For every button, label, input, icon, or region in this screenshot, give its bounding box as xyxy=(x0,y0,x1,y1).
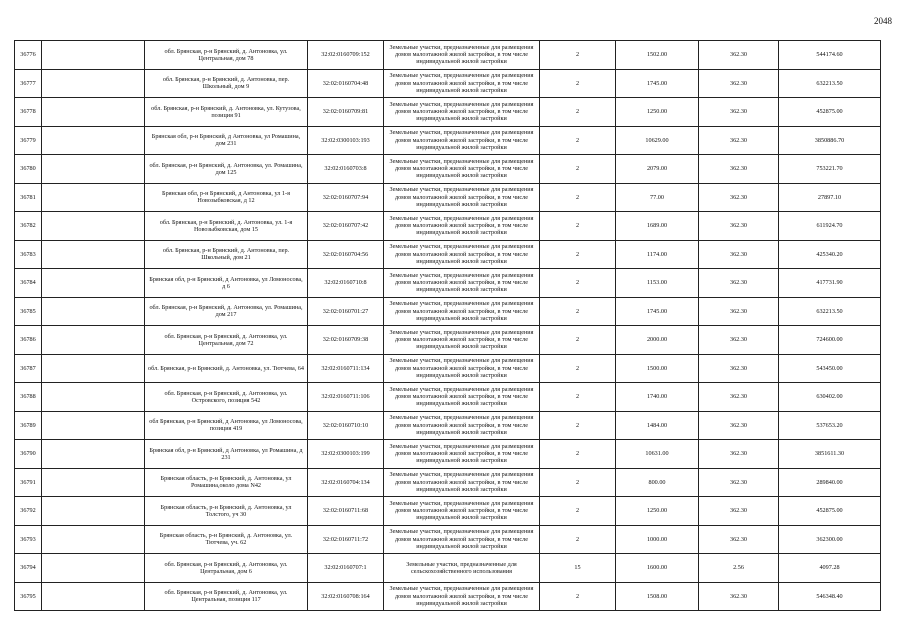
specific-value-cell: 362.30 xyxy=(699,269,779,298)
row-number: 36789 xyxy=(15,411,42,440)
cadastral-number-cell: 32:02:0160707:94 xyxy=(308,183,384,212)
specific-value-cell: 2.56 xyxy=(699,554,779,583)
address-cell: обл. Брянская, р-н Брянский, д. Антоновка, ул. Ромашина, дом 125 xyxy=(145,155,308,184)
area-cell: 1745.00 xyxy=(616,69,699,98)
address-cell: обл. Брянская, р-н Брянский, д. Антоновка, пер. Школьный, дом 9 xyxy=(145,69,308,98)
row-number: 36786 xyxy=(15,326,42,355)
cadastral-value-cell: 27897.10 xyxy=(779,183,881,212)
address-cell: Брянская область, р-н Брянский, д. Антоновка, ул Толстого, уч 30 xyxy=(145,497,308,526)
blank-gap xyxy=(42,582,145,611)
address-cell: обл. Брянская, р-н Брянский, д. Антоновка, ул. Центральная, дом 6 xyxy=(145,554,308,583)
row-number: 36795 xyxy=(15,582,42,611)
cadastral-value-cell: 544174.60 xyxy=(779,41,881,70)
cadastral-value-cell: 630402.00 xyxy=(779,383,881,412)
area-cell: 1689.00 xyxy=(616,212,699,241)
land-use-cell: Земельные участки, предназначенные для размещения домов малоэтажной жилой застройки, в том числе индивидуальной жилой застройки xyxy=(384,155,540,184)
cadastral-value-cell: 4097.28 xyxy=(779,554,881,583)
cadastral-number-cell: 32:02:0160708:164 xyxy=(308,582,384,611)
table-row xyxy=(15,468,881,497)
cadastral-number-cell: 32:02:0160704:134 xyxy=(308,468,384,497)
land-use-cell: Земельные участки, предназначенные для размещения домов малоэтажной жилой застройки, в том числе индивидуальной жилой застройки xyxy=(384,525,540,554)
address-cell: Брянская область, р-н Брянский, д. Антоновка, ул Ромашина,около дома N42 xyxy=(145,468,308,497)
cadastral-value-cell: 3850886.70 xyxy=(779,126,881,155)
cadastral-number-cell: 32:02:0160703:8 xyxy=(308,155,384,184)
group-cell: 2 xyxy=(540,297,616,326)
cadastral-number-cell: 32:02:0160704:48 xyxy=(308,69,384,98)
land-use-cell: Земельные участки, предназначенные для размещения домов малоэтажной жилой застройки, в том числе индивидуальной жилой застройки xyxy=(384,468,540,497)
table-row xyxy=(15,126,881,155)
cadastral-number-cell: 32:02:0160709:152 xyxy=(308,41,384,70)
area-cell: 1250.00 xyxy=(616,497,699,526)
table-row xyxy=(15,326,881,355)
cadastral-value-cell: 546348.40 xyxy=(779,582,881,611)
blank-gap xyxy=(42,326,145,355)
group-cell: 2 xyxy=(540,326,616,355)
land-use-cell: Земельные участки, предназначенные для размещения домов малоэтажной жилой застройки, в том числе индивидуальной жилой застройки xyxy=(384,212,540,241)
specific-value-cell: 362.30 xyxy=(699,383,779,412)
area-cell: 1174.00 xyxy=(616,240,699,269)
address-cell: обл. Брянская, р-н Брянский, д. Антоновка, ул. Центральная, дом 78 xyxy=(145,41,308,70)
blank-gap xyxy=(42,98,145,127)
blank-gap xyxy=(42,183,145,212)
row-number: 36778 xyxy=(15,98,42,127)
table-row xyxy=(15,525,881,554)
area-cell: 1740.00 xyxy=(616,383,699,412)
specific-value-cell: 362.30 xyxy=(699,440,779,469)
row-number: 36783 xyxy=(15,240,42,269)
table-row xyxy=(15,383,881,412)
table-row xyxy=(15,98,881,127)
specific-value-cell: 362.30 xyxy=(699,41,779,70)
cadastral-number-cell: 32:02:0160710:10 xyxy=(308,411,384,440)
cadastral-value-cell: 417731.90 xyxy=(779,269,881,298)
row-number: 36780 xyxy=(15,155,42,184)
specific-value-cell: 362.30 xyxy=(699,240,779,269)
cadastral-number-cell: 32:02:0160704:56 xyxy=(308,240,384,269)
area-cell: 10631.00 xyxy=(616,440,699,469)
group-cell: 2 xyxy=(540,440,616,469)
cadastral-number-cell: 32:02:0160701:27 xyxy=(308,297,384,326)
group-cell: 2 xyxy=(540,212,616,241)
table-row xyxy=(15,440,881,469)
cadastral-value-cell: 543450.00 xyxy=(779,354,881,383)
group-cell: 2 xyxy=(540,525,616,554)
land-use-cell: Земельные участки, предназначенные для размещения домов малоэтажной жилой застройки, в том числе индивидуальной жилой застройки xyxy=(384,98,540,127)
blank-gap xyxy=(42,440,145,469)
land-use-cell: Земельные участки, предназначенные для размещения домов малоэтажной жилой застройки, в том числе индивидуальной жилой застройки xyxy=(384,41,540,70)
specific-value-cell: 362.30 xyxy=(699,98,779,127)
blank-gap xyxy=(42,497,145,526)
land-use-cell: Земельные участки, предназначенные для размещения домов малоэтажной жилой застройки, в том числе индивидуальной жилой застройки xyxy=(384,126,540,155)
row-number: 36776 xyxy=(15,41,42,70)
row-number: 36777 xyxy=(15,69,42,98)
table-row xyxy=(15,183,881,212)
cadastral-number-cell: 32:02:0160711:106 xyxy=(308,383,384,412)
cadastral-number-cell: 32:02:0160709:81 xyxy=(308,98,384,127)
land-use-cell: Земельные участки, предназначенные для размещения домов малоэтажной жилой застройки, в том числе индивидуальной жилой застройки xyxy=(384,383,540,412)
blank-gap xyxy=(42,240,145,269)
specific-value-cell: 362.30 xyxy=(699,126,779,155)
specific-value-cell: 362.30 xyxy=(699,326,779,355)
address-cell: обл. Брянская, р-н Брянский, д. Антоновка, пер. Школьный, дом 21 xyxy=(145,240,308,269)
cadastral-number-cell: 32:02:0160707:1 xyxy=(308,554,384,583)
table-row xyxy=(15,212,881,241)
specific-value-cell: 362.30 xyxy=(699,468,779,497)
blank-gap xyxy=(42,126,145,155)
row-number: 36792 xyxy=(15,497,42,526)
cadastral-value-cell: 289840.00 xyxy=(779,468,881,497)
table-row xyxy=(15,582,881,611)
group-cell: 15 xyxy=(540,554,616,583)
area-cell: 1508.00 xyxy=(616,582,699,611)
land-use-cell: Земельные участки, предназначенные для размещения домов малоэтажной жилой застройки, в том числе индивидуальной жилой застройки xyxy=(384,411,540,440)
cadastral-number-cell: 32:02:0160711:68 xyxy=(308,497,384,526)
address-cell: обл. Брянская, р-н Брянский, д. Антоновка, ул. Островского, позиция 542 xyxy=(145,383,308,412)
cadastral-number-cell: 32:02:0160711:72 xyxy=(308,525,384,554)
land-use-cell: Земельные участки, предназначенные для размещения домов малоэтажной жилой застройки, в том числе индивидуальной жилой застройки xyxy=(384,582,540,611)
blank-gap xyxy=(42,554,145,583)
cadastral-value-cell: 452875.00 xyxy=(779,497,881,526)
page-number: 2048 xyxy=(874,16,892,26)
specific-value-cell: 362.30 xyxy=(699,183,779,212)
area-cell: 1500.00 xyxy=(616,354,699,383)
land-use-cell: Земельные участки, предназначенные для сельскохозяйственного использования xyxy=(384,554,540,583)
table-row xyxy=(15,554,881,583)
address-cell: обл. Брянская, р-н Брянский, д. Антоновка, ул. Центральная, позиция 117 xyxy=(145,582,308,611)
specific-value-cell: 362.30 xyxy=(699,354,779,383)
specific-value-cell: 362.30 xyxy=(699,525,779,554)
group-cell: 2 xyxy=(540,98,616,127)
specific-value-cell: 362.30 xyxy=(699,297,779,326)
land-use-cell: Земельные участки, предназначенные для размещения домов малоэтажной жилой застройки, в том числе индивидуальной жилой застройки xyxy=(384,326,540,355)
land-use-cell: Земельные участки, предназначенные для размещения домов малоэтажной жилой застройки, в том числе индивидуальной жилой застройки xyxy=(384,269,540,298)
area-cell: 1502.00 xyxy=(616,41,699,70)
group-cell: 2 xyxy=(540,468,616,497)
cadastral-number-cell: 32:02:0160709:38 xyxy=(308,326,384,355)
group-cell: 2 xyxy=(540,411,616,440)
land-use-cell: Земельные участки, предназначенные для размещения домов малоэтажной жилой застройки, в том числе индивидуальной жилой застройки xyxy=(384,440,540,469)
land-use-cell: Земельные участки, предназначенные для размещения домов малоэтажной жилой застройки, в том числе индивидуальной жилой застройки xyxy=(384,354,540,383)
group-cell: 2 xyxy=(540,240,616,269)
area-cell: 1000.00 xyxy=(616,525,699,554)
cadastral-number-cell: 32:02:0300103:193 xyxy=(308,126,384,155)
area-cell: 10629.00 xyxy=(616,126,699,155)
row-number: 36793 xyxy=(15,525,42,554)
group-cell: 2 xyxy=(540,582,616,611)
table-row xyxy=(15,497,881,526)
table-row xyxy=(15,269,881,298)
group-cell: 2 xyxy=(540,354,616,383)
area-cell: 2079.00 xyxy=(616,155,699,184)
group-cell: 2 xyxy=(540,69,616,98)
cadastral-value-cell: 3851611.30 xyxy=(779,440,881,469)
group-cell: 2 xyxy=(540,183,616,212)
land-use-cell: Земельные участки, предназначенные для размещения домов малоэтажной жилой застройки, в том числе индивидуальной жилой застройки xyxy=(384,240,540,269)
table-row xyxy=(15,155,881,184)
cadastral-number-cell: 32:02:0160710:8 xyxy=(308,269,384,298)
blank-gap xyxy=(42,69,145,98)
cadastral-value-table xyxy=(14,40,881,611)
address-cell: обл. Брянская, р-н Брянский, д. Антоновка, ул. Тютчева, 64 xyxy=(145,354,308,383)
land-use-cell: Земельные участки, предназначенные для размещения домов малоэтажной жилой застройки, в том числе индивидуальной жилой застройки xyxy=(384,183,540,212)
blank-gap xyxy=(42,468,145,497)
specific-value-cell: 362.30 xyxy=(699,69,779,98)
cadastral-value-cell: 611924.70 xyxy=(779,212,881,241)
cadastral-value-cell: 753221.70 xyxy=(779,155,881,184)
blank-gap xyxy=(42,41,145,70)
row-number: 36787 xyxy=(15,354,42,383)
cadastral-value-cell: 425340.20 xyxy=(779,240,881,269)
area-cell: 77.00 xyxy=(616,183,699,212)
area-cell: 1153.00 xyxy=(616,269,699,298)
row-number: 36791 xyxy=(15,468,42,497)
table-row xyxy=(15,240,881,269)
address-cell: обл. Брянская, р-н Брянский, д. Антоновка, ул. Центральная, дом 72 xyxy=(145,326,308,355)
table-row xyxy=(15,354,881,383)
address-cell: обл. Брянская, р-н Брянский, д. Антоновка, ул. Кутузова, позиция 91 xyxy=(145,98,308,127)
cadastral-value-cell: 362300.00 xyxy=(779,525,881,554)
cadastral-value-cell: 724600.00 xyxy=(779,326,881,355)
group-cell: 2 xyxy=(540,383,616,412)
cadastral-number-cell: 32:02:0160707:42 xyxy=(308,212,384,241)
group-cell: 2 xyxy=(540,41,616,70)
row-number: 36784 xyxy=(15,269,42,298)
address-cell: Брянская обл, р-н Брянский, д Антоновка, ул Ромашина, д 231 xyxy=(145,440,308,469)
group-cell: 2 xyxy=(540,155,616,184)
table-row xyxy=(15,411,881,440)
blank-gap xyxy=(42,354,145,383)
group-cell: 2 xyxy=(540,126,616,155)
table-row xyxy=(15,69,881,98)
row-number: 36781 xyxy=(15,183,42,212)
row-number: 36782 xyxy=(15,212,42,241)
cadastral-number-cell: 32:02:0160711:134 xyxy=(308,354,384,383)
area-cell: 1745.00 xyxy=(616,297,699,326)
blank-gap xyxy=(42,383,145,412)
specific-value-cell: 362.30 xyxy=(699,212,779,241)
cadastral-value-cell: 632213.50 xyxy=(779,297,881,326)
table-row xyxy=(15,41,881,70)
group-cell: 2 xyxy=(540,497,616,526)
cadastral-value-cell: 632213.50 xyxy=(779,69,881,98)
address-cell: Брянская обл, р-н Брянский, д Антоновка, ул 1-я Новозыбковская, д 12 xyxy=(145,183,308,212)
blank-gap xyxy=(42,212,145,241)
row-number: 36790 xyxy=(15,440,42,469)
blank-gap xyxy=(42,411,145,440)
area-cell: 800.00 xyxy=(616,468,699,497)
address-cell: Брянская обл, р-н Брянский, д Антоновка, ул Ромашина, дом 231 xyxy=(145,126,308,155)
address-cell: обл. Брянская, р-н Брянский, д. Антоновка, ул. Ромашина, дом 217 xyxy=(145,297,308,326)
cadastral-value-cell: 452875.00 xyxy=(779,98,881,127)
cadastral-number-cell: 32:02:0300103:199 xyxy=(308,440,384,469)
cadastral-value-cell: 537653.20 xyxy=(779,411,881,440)
specific-value-cell: 362.30 xyxy=(699,155,779,184)
row-number: 36794 xyxy=(15,554,42,583)
row-number: 36779 xyxy=(15,126,42,155)
area-cell: 1600.00 xyxy=(616,554,699,583)
address-cell: обл. Брянская, р-н Брянский, д. Антоновка, ул. 1-я Новозыбковская, дом 15 xyxy=(145,212,308,241)
blank-gap xyxy=(42,155,145,184)
specific-value-cell: 362.30 xyxy=(699,497,779,526)
specific-value-cell: 362.30 xyxy=(699,582,779,611)
group-cell: 2 xyxy=(540,269,616,298)
blank-gap xyxy=(42,525,145,554)
area-cell: 1484.00 xyxy=(616,411,699,440)
land-use-cell: Земельные участки, предназначенные для размещения домов малоэтажной жилой застройки, в том числе индивидуальной жилой застройки xyxy=(384,297,540,326)
address-cell: Брянская обл, р-н Брянский, д Антоновка, ул Ломоносова, д 6 xyxy=(145,269,308,298)
blank-gap xyxy=(42,269,145,298)
table-row xyxy=(15,297,881,326)
address-cell: обл Брянская, р-н Брянский, д Антоновка, ул Ломоносова, позиция 419 xyxy=(145,411,308,440)
row-number: 36785 xyxy=(15,297,42,326)
land-use-cell: Земельные участки, предназначенные для размещения домов малоэтажной жилой застройки, в том числе индивидуальной жилой застройки xyxy=(384,69,540,98)
blank-gap xyxy=(42,297,145,326)
specific-value-cell: 362.30 xyxy=(699,411,779,440)
area-cell: 1250.00 xyxy=(616,98,699,127)
area-cell: 2000.00 xyxy=(616,326,699,355)
land-use-cell: Земельные участки, предназначенные для размещения домов малоэтажной жилой застройки, в том числе индивидуальной жилой застройки xyxy=(384,497,540,526)
address-cell: Брянская область, р-н Брянский, д. Антоновка, ул. Тютчева, уч. 62 xyxy=(145,525,308,554)
row-number: 36788 xyxy=(15,383,42,412)
